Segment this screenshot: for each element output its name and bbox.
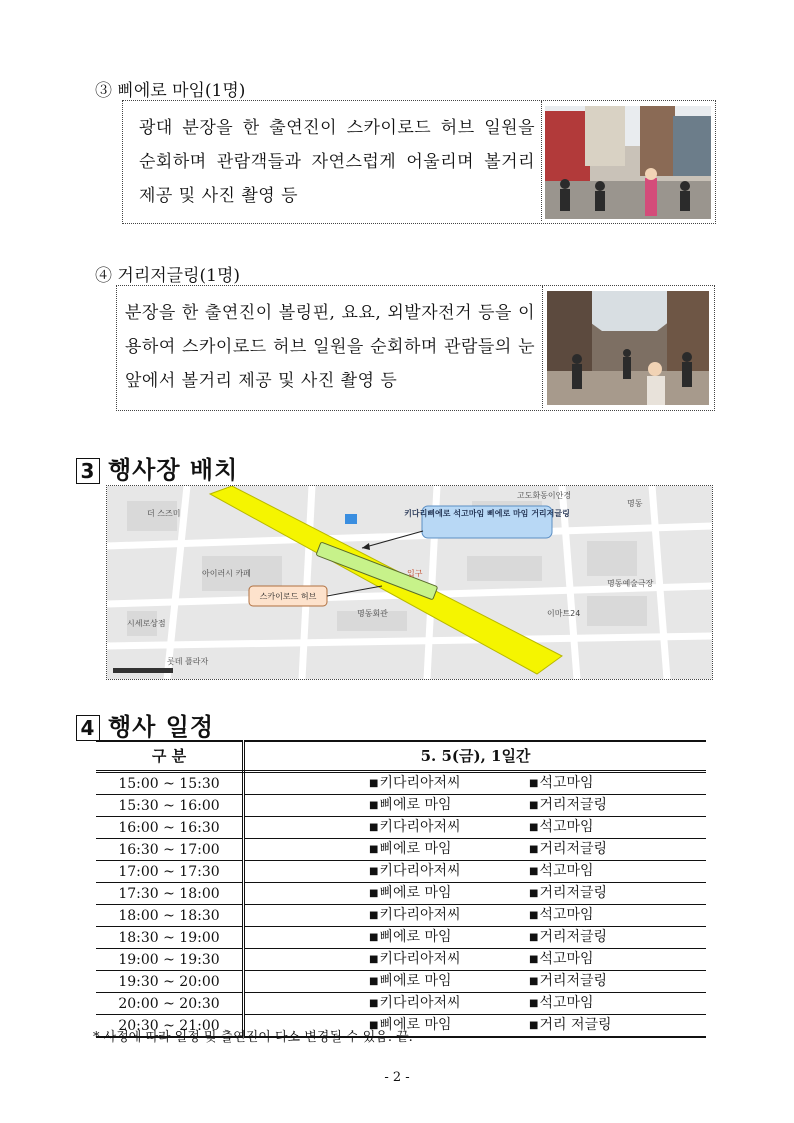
performer-b [529,773,689,794]
bullet-icon: ■ [369,822,379,833]
performer-b-label: 거리저글링 [539,885,608,901]
item-title-mime: ③ 삐에로 마임(1명) [95,81,246,101]
photo-juggling [547,291,709,405]
performer-a-label: 삐에로 마임 [379,1017,452,1033]
performer-b [529,949,689,970]
section-number: 4 [76,715,100,741]
bullet-icon: ■ [369,888,379,899]
performers-cell [244,861,707,883]
performer-a [369,883,529,904]
time-cell: 19:00 ~ 19:30 [96,949,244,971]
divider [542,286,543,408]
performer-b-label: 거리 저글링 [539,1017,612,1033]
performer-b-label: 석고마임 [539,863,594,879]
performer-b [529,905,689,926]
performer-a [369,949,529,970]
performer-b [529,1015,689,1036]
bullet-icon: ■ [369,844,379,855]
footnote: * 사정에 따라 일정 및 출연진이 다소 변경될 수 있음. 끝. [93,1030,413,1045]
svg-text:명동예술극장: 명동예술극장 [607,579,654,588]
performer-a [369,817,529,838]
performer-a [369,773,529,794]
section-heading-layout [76,450,238,485]
performer-a [369,971,529,992]
performers-cell [244,839,707,861]
performer-a [369,993,529,1014]
performer-b-label: 석고마임 [539,995,594,1011]
performer-a-label: 키다리아저씨 [379,863,461,879]
performer-b [529,993,689,1014]
item-description: 분장을 한 출연진이 볼링핀, 요요, 외발자전거 등을 이용하여 스카이로드 허브 일원을 순회하며 관람들의 눈앞에서 볼거리 제공 및 사진 촬영 등 [125,303,535,391]
bullet-icon: ■ [529,1020,539,1031]
time-cell: 16:00 ~ 16:30 [96,817,244,839]
svg-text:롯데 플라자: 롯데 플라자 [167,657,209,666]
performer-a-label: 삐에로 마임 [379,929,452,945]
svg-text:명동: 명동 [627,499,643,508]
performer-b [529,971,689,992]
bullet-icon: ■ [369,954,379,965]
table-row [96,883,706,905]
section-heading-schedule [76,707,214,742]
performer-a-label: 키다리아저씨 [379,775,461,791]
performer-b-label: 거리저글링 [539,973,608,989]
map-entrance-label: 입구 [407,569,423,578]
schedule-table [96,740,706,1038]
performer-a-label: 삐에로 마임 [379,797,452,813]
performers-cell [244,795,707,817]
bullet-icon: ■ [369,1020,379,1031]
bullet-icon: ■ [529,910,539,921]
performer-b-label: 석고마임 [539,951,594,967]
time-cell: 18:00 ~ 18:30 [96,905,244,927]
performer-a [369,927,529,948]
bullet-icon: ■ [529,800,539,811]
performer-b [529,883,689,904]
time-cell: 20:00 ~ 20:30 [96,993,244,1015]
table-row [96,772,706,795]
performers-cell [244,993,707,1015]
performer-b [529,817,689,838]
time-cell: 17:00 ~ 17:30 [96,861,244,883]
svg-text:아이러시 카페: 아이러시 카페 [202,569,251,578]
bullet-icon: ■ [529,954,539,965]
performer-a [369,905,529,926]
svg-text:명동회관: 명동회관 [357,609,388,618]
item-box-juggling [116,285,715,411]
performers-cell [244,883,707,905]
section-number: 3 [76,458,100,484]
section-title: 행사장 배치 [108,456,239,484]
bullet-icon: ■ [369,800,379,811]
table-row [96,949,706,971]
table-row [96,993,706,1015]
svg-text:고도화동이안경: 고도화동이안경 [517,491,572,500]
performers-cell [244,817,707,839]
performer-a-label: 키다리아저씨 [379,951,461,967]
time-cell: 16:30 ~ 17:00 [96,839,244,861]
performers-cell [244,772,707,795]
time-cell: 20:30 ~ 21:00 [96,1015,244,1038]
table-row [96,795,706,817]
svg-text:이마트24: 이마트24 [547,609,581,618]
photo-mime [545,106,711,219]
divider [541,101,542,221]
performer-b-label: 석고마임 [539,907,594,923]
table-header-row [96,741,706,772]
performer-b [529,861,689,882]
table-row [96,839,706,861]
performer-b [529,927,689,948]
performers-cell [244,927,707,949]
performer-b-label: 석고마임 [539,819,594,835]
table-row [96,861,706,883]
performer-b [529,795,689,816]
time-cell: 15:30 ~ 16:00 [96,795,244,817]
performer-b-label: 거리저글링 [539,797,608,813]
performer-b-label: 석고마임 [539,775,594,791]
table-row [96,817,706,839]
performer-b-label: 거리저글링 [539,841,608,857]
bullet-icon: ■ [529,778,539,789]
bullet-icon: ■ [369,932,379,943]
bullet-icon: ■ [369,866,379,877]
table-row [96,927,706,949]
page-number: - 2 - [384,1070,410,1085]
map-callout-top: 키다리삐에로 석고마임 삐에로 마임 거리저글링 [404,509,570,518]
performer-a-label: 키다리아저씨 [379,995,461,1011]
event-map [106,485,713,680]
bullet-icon: ■ [529,998,539,1009]
bullet-icon: ■ [529,822,539,833]
performer-a-label: 키다리아저씨 [379,819,461,835]
time-cell: 18:30 ~ 19:00 [96,927,244,949]
item-box-mime [122,100,716,224]
bullet-icon: ■ [369,910,379,921]
performer-b [529,839,689,860]
performer-b-label: 거리저글링 [539,929,608,945]
map-callout-left: 스카이로드 허브 [259,592,317,601]
performer-a [369,795,529,816]
svg-text:더 스즈미: 더 스즈미 [147,509,181,518]
bullet-icon: ■ [529,932,539,943]
item-description: 광대 분장을 한 출연진이 스카이로드 허브 일원을 순회하며 관람객들과 자연스럽게 어울리며 볼거리 제공 및 사진 촬영 등 [139,118,535,206]
bullet-icon: ■ [369,998,379,1009]
table-row [96,905,706,927]
item-title-juggling: ④ 거리저글링(1명) [95,266,241,286]
bullet-icon: ■ [529,976,539,987]
performer-a [369,839,529,860]
performer-a-label: 키다리아저씨 [379,907,461,923]
bullet-icon: ■ [529,866,539,877]
performer-a [369,861,529,882]
bullet-icon: ■ [529,888,539,899]
svg-text:시세로상점: 시세로상점 [127,619,166,628]
table-row [96,971,706,993]
time-cell: 15:00 ~ 15:30 [96,772,244,795]
header-period: 구 분 [96,741,244,772]
bullet-icon: ■ [369,976,379,987]
performer-a-label: 삐에로 마임 [379,841,452,857]
time-cell: 19:30 ~ 20:00 [96,971,244,993]
bullet-icon: ■ [369,778,379,789]
performers-cell [244,905,707,927]
performers-cell [244,971,707,993]
header-date: 5. 5(금), 1일간 [244,741,707,772]
section-title: 행사 일정 [108,713,215,741]
bullet-icon: ■ [529,844,539,855]
time-cell: 17:30 ~ 18:00 [96,883,244,905]
performers-cell [244,949,707,971]
performer-a-label: 삐에로 마임 [379,885,452,901]
performer-a-label: 삐에로 마임 [379,973,452,989]
